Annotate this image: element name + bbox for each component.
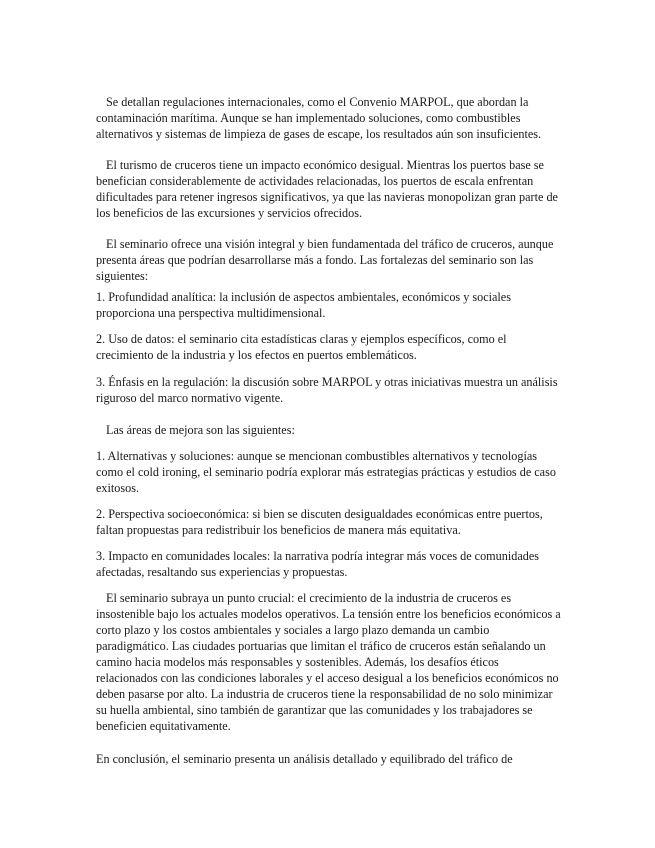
improvement-areas-heading: Las áreas de mejora son las siguientes: (106, 423, 295, 437)
paragraph-economic-impact: El turismo de cruceros tiene un impacto económico desigual. Mientras los puertos base se benefician considerablemente de actividades relacionadas, los puertos de escala enfrentan dificultades para retener ingresos significativos, ya que las navieras monopolizan gran parte de los beneficios de las excursiones y servicios ofrecidos. (96, 158, 558, 220)
strength-item-3: 3. Énfasis en la regulación: la discusión sobre MARPOL y otras iniciativas muestra un análisis riguroso del marco normativo vigente. (96, 375, 558, 405)
improvement-item-1: 1. Alternativas y soluciones: aunque se mencionan combustibles alternativos y tecnologías como el cold ironing, el seminario podría explorar más estrategias prácticas y estudios de caso exitosos. (96, 449, 556, 495)
strength-item-1: 1. Profundidad analítica: la inclusión de aspectos ambientales, económicos y sociales proporciona una perspectiva multidimensional. (96, 290, 511, 320)
paragraph-seminar-overview: El seminario ofrece una visión integral y bien fundamentada del tráfico de cruceros, aunque presenta áreas que podrían desarrollarse más a fondo. Las fortalezas del seminario son las siguientes: (96, 237, 554, 283)
paragraph-marpol-regulations: Se detallan regulaciones internacionales, como el Convenio MARPOL, que abordan la contaminación marítima. Aunque se han implementado soluciones, como combustibles alternativos y sistemas de limpieza de gases de escape, los resultados aún son insuficientes. (96, 95, 542, 141)
strength-item-2: 2. Uso de datos: el seminario cita estadísticas claras y ejemplos específicos, como el crecimiento de la industria y los efectos en puertos emblemáticos. (96, 332, 507, 362)
improvement-item-3: 3. Impacto en comunidades locales: la narrativa podría integrar más voces de comunidades afectadas, resaltando sus experiencias y propuestas. (96, 549, 539, 579)
paragraph-crucial-point: El seminario subraya un punto crucial: el crecimiento de la industria de cruceros es insostenible bajo los actuales modelos operativos. La tensión entre los beneficios económicos a corto plazo y los costos ambientales y sociales a largo plazo demanda un cambio paradigmático. Las ciudades portuarias que limitan el tráfico de cruceros están señalando un camino hacia modelos más responsables y sostenibles. Además, los desafíos éticos relacionados con las condiciones laborales y el acceso desigual a los beneficios económicos no deben pasarse por alto. La industria de cruceros tiene la responsabilidad de no solo minimizar su huella ambiental, sino también de garantizar que las comunidades y los trabajadores se beneficien equitativamente. (96, 591, 561, 733)
paragraph-conclusion: En conclusión, el seminario presenta un análisis detallado y equilibrado del tráfico de (96, 752, 513, 766)
improvement-item-2: 2. Perspectiva socioeconómica: si bien se discuten desigualdades económicas entre puertos, faltan propuestas para redistribuir los beneficios de manera más equitativa. (96, 507, 543, 537)
